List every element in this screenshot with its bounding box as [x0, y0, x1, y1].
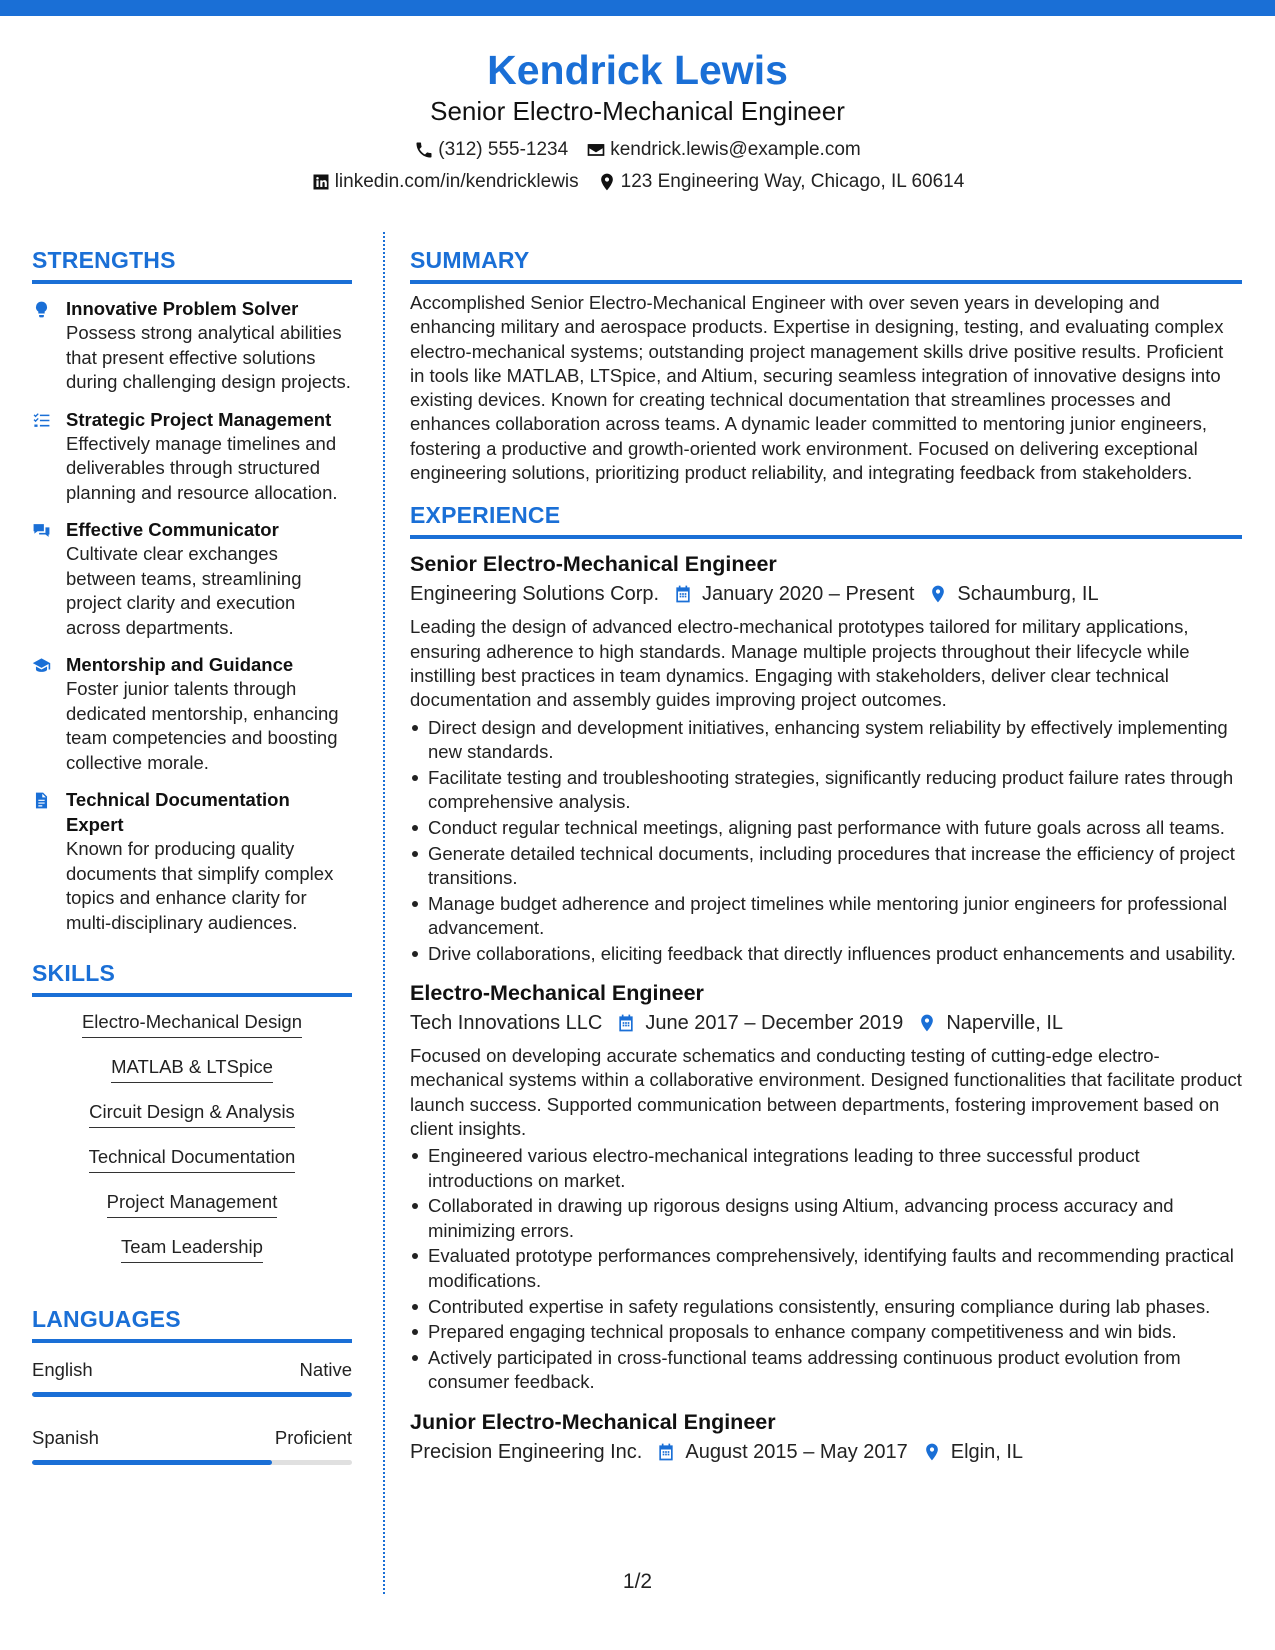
job-dates: January 2020 – Present — [702, 583, 915, 606]
phone-contact[interactable] — [414, 139, 568, 161]
resume-header — [0, 44, 1275, 198]
skills-heading: SKILLS — [32, 960, 115, 986]
address-text: 123 Engineering Way, Chicago, IL 60614 — [620, 171, 965, 192]
strengths-section — [32, 244, 352, 935]
summary-heading: SUMMARY — [410, 247, 530, 273]
skill-tag: Circuit Design & Analysis — [89, 1099, 295, 1128]
job-title: Senior Electro-Mechanical Engineer — [410, 552, 777, 577]
skill-tag: MATLAB & LTSpice — [111, 1054, 273, 1083]
section-rule — [410, 535, 1242, 539]
contact-row-primary — [0, 134, 1275, 166]
job-dates: August 2015 – May 2017 — [685, 1440, 908, 1463]
top-accent-bar — [0, 0, 1275, 16]
job-entry — [410, 1407, 1242, 1467]
job-meta — [410, 1437, 1242, 1467]
job-bullet: Evaluated prototype performances comprehensively, identifying faults and recommending practical modifications. — [410, 1244, 1242, 1293]
linkedin-contact[interactable] — [311, 171, 579, 193]
language-name: Spanish — [32, 1427, 99, 1448]
skill-tag: Electro-Mechanical Design — [82, 1009, 302, 1038]
strength-title: Effective Communicator — [66, 519, 279, 540]
strength-title: Technical Documentation Expert — [66, 789, 290, 835]
job-bullet: Conduct regular technical meetings, aligning past performance with future goals across all teams. — [410, 816, 1242, 840]
job-meta — [410, 1008, 1242, 1038]
job-location: Naperville, IL — [946, 1012, 1064, 1035]
job-dates: June 2017 – December 2019 — [645, 1012, 904, 1035]
linkedin-text: linkedin.com/in/kendricklewis — [334, 171, 579, 192]
job-bullets — [410, 716, 1242, 966]
language-level: Native — [299, 1359, 352, 1380]
experience-heading: EXPERIENCE — [410, 502, 561, 529]
strength-item — [32, 787, 352, 935]
job-company: Engineering Solutions Corp. — [410, 583, 660, 606]
language-item — [32, 1357, 352, 1397]
left-column — [32, 244, 352, 1465]
calendar-icon — [673, 584, 693, 604]
email-text: kendrick.lewis@example.com — [610, 139, 861, 160]
strength-item — [32, 652, 352, 775]
contact-row-secondary — [0, 166, 1275, 198]
skills-list — [32, 1009, 352, 1279]
job-bullet: Drive collaborations, eliciting feedback that directly influences product enhancements and usability. — [410, 942, 1242, 966]
strength-desc: Possess strong analytical abilities that present effective solutions during challenging design projects. — [66, 322, 351, 392]
lightbulb-icon — [32, 300, 51, 319]
job-bullet: Engineered various electro-mechanical integrations leading to three successful product introductions on market. — [410, 1144, 1242, 1193]
summary-section — [410, 244, 1242, 485]
skill-tag: Technical Documentation — [89, 1144, 296, 1173]
job-company: Tech Innovations LLC — [410, 1012, 603, 1035]
language-level: Proficient — [274, 1427, 352, 1448]
phone-icon — [414, 140, 434, 160]
experience-section — [410, 499, 1242, 1466]
languages-section — [32, 1303, 352, 1465]
job-description: Leading the design of advanced electro-mechanical prototypes tailored for military applications, ensuring adherence to high standards. Manage multiple projects throughout their lifecycle while instilling best practices in team dynamics. Engaging with stakeholders, deliver clear technical documentation and assembly guides improving project outcomes. — [410, 616, 1190, 711]
skill-tag: Team Leadership — [121, 1234, 263, 1263]
graduation-cap-icon — [32, 656, 51, 675]
right-column — [410, 244, 1242, 1467]
candidate-title: Senior Electro-Mechanical Engineer — [430, 96, 845, 126]
job-bullet: Prepared engaging technical proposals to enhance company competitiveness and win bids. — [410, 1320, 1242, 1344]
language-bar — [32, 1460, 352, 1465]
section-rule — [32, 993, 352, 997]
job-bullet: Actively participated in cross-functional teams addressing continuous product evolution from consumer feedback. — [410, 1346, 1242, 1395]
job-location: Schaumburg, IL — [957, 583, 1099, 606]
skills-section — [32, 957, 352, 1279]
job-bullets — [410, 1144, 1242, 1394]
job-bullet: Generate detailed technical documents, including procedures that increase the efficiency of project transitions. — [410, 842, 1242, 891]
strength-title: Strategic Project Management — [66, 408, 332, 430]
job-company: Precision Engineering Inc. — [410, 1440, 643, 1463]
phone-text: (312) 555-1234 — [438, 139, 569, 160]
location-pin-icon — [597, 172, 617, 192]
location-pin-icon — [917, 1013, 937, 1033]
chat-bubbles-icon — [32, 521, 51, 540]
strength-desc: Known for producing quality documents that simplify complex topics and enhance clarity for multi-disciplinary audiences. — [66, 838, 334, 933]
job-bullet: Collaborated in drawing up rigorous designs using Altium, advancing process accuracy and minimizing errors. — [410, 1194, 1242, 1243]
strength-title: Innovative Problem Solver — [66, 298, 299, 319]
location-pin-icon — [922, 1442, 942, 1462]
column-divider — [383, 232, 385, 1594]
job-entry — [410, 549, 1242, 966]
job-entry — [410, 978, 1242, 1395]
strength-desc: Cultivate clear exchanges between teams, streamlining project clarity and execution across departments. — [66, 543, 302, 638]
job-location: Elgin, IL — [950, 1440, 1024, 1463]
location-pin-icon — [928, 584, 948, 604]
strength-item — [32, 296, 352, 395]
job-bullet: Direct design and development initiatives, enhancing system reliability by effectively implementing new standards. — [410, 716, 1242, 765]
language-bar-fill — [32, 1460, 272, 1465]
job-description: Focused on developing accurate schematics and conducting testing of cutting-edge electro-mechanical systems within a collaborative environment. Designed functionalities that facilitate product launch success. Supported communication between departments, fostering improvement based on client insights. — [410, 1045, 1242, 1139]
skill-tag: Project Management — [107, 1189, 278, 1218]
section-rule — [32, 280, 352, 284]
address-contact — [597, 171, 965, 193]
language-item — [32, 1425, 352, 1465]
strength-item — [32, 407, 352, 506]
job-title: Junior Electro-Mechanical Engineer — [410, 1409, 776, 1434]
calendar-icon — [656, 1442, 676, 1462]
job-bullet: Facilitate testing and troubleshooting strategies, significantly reducing product failure rates through comprehensive analysis. — [410, 766, 1242, 815]
strength-desc: Foster junior talents through dedicated mentorship, enhancing team competencies and boosting collective morale. — [66, 678, 339, 773]
page-number: 1/2 — [622, 1570, 653, 1593]
language-name: English — [32, 1359, 93, 1380]
job-meta — [410, 579, 1242, 609]
job-bullet: Manage budget adherence and project timelines while mentoring junior engineers for professional advancement. — [410, 892, 1242, 941]
envelope-icon — [586, 140, 606, 160]
strength-title: Mentorship and Guidance — [66, 654, 294, 675]
strength-desc: Effectively manage timelines and deliverables through structured planning and resource allocation. — [66, 432, 338, 503]
summary-text: Accomplished Senior Electro-Mechanical Engineer with over seven years in developing and enhancing military and aerospace products. Expertise in designing, testing, and evaluating complex electro-mechanical systems; outstanding project management skills drive positive results. Proficient in tools like MATLAB, LTSpice, and Altium, securing seamless integration of innovative designs into existing devices. Known for creating technical documentation that streamlines processes and enhances collaboration across teams. A dynamic leader committed to mentoring junior engineers, fostering a productive and growth-oriented work environment. Focused on delivering exceptional engineering solutions, prioritizing product reliability, and integrating feedback from stakeholders. — [410, 292, 1224, 484]
section-rule — [410, 280, 1242, 284]
job-bullet: Contributed expertise in safety regulations consistently, ensuring compliance during lab phases. — [410, 1295, 1242, 1319]
job-title: Electro-Mechanical Engineer — [410, 981, 704, 1006]
strength-item — [32, 517, 352, 640]
calendar-icon — [616, 1013, 636, 1033]
strengths-heading: STRENGTHS — [32, 247, 176, 273]
languages-heading: LANGUAGES — [32, 1306, 181, 1332]
checklist-icon — [32, 411, 51, 430]
language-bar — [32, 1392, 352, 1397]
linkedin-icon — [311, 172, 331, 192]
language-bar-fill — [32, 1392, 352, 1397]
document-icon — [32, 791, 51, 810]
candidate-name: Kendrick Lewis — [487, 47, 788, 93]
section-rule — [32, 1339, 352, 1343]
email-contact[interactable] — [586, 139, 861, 161]
